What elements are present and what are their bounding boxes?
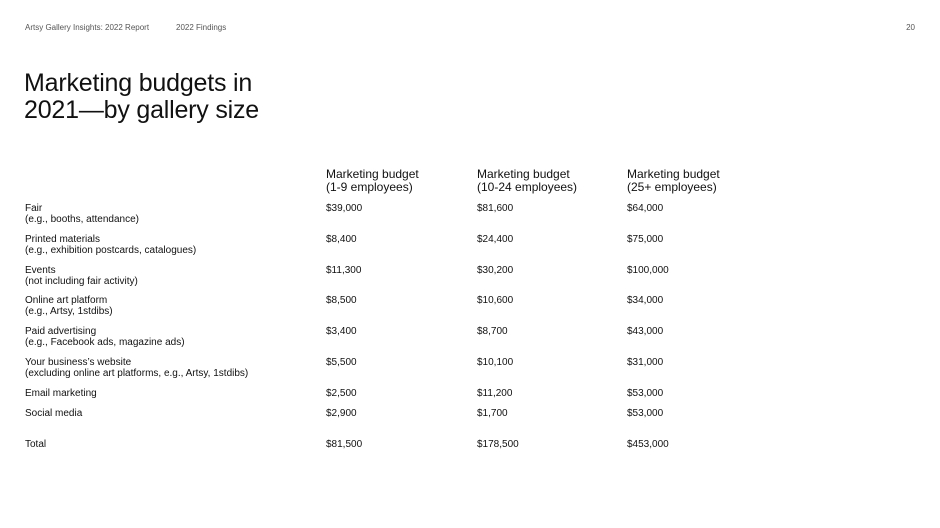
table-cell: $31,000 <box>627 357 664 368</box>
row-label <box>25 204 315 225</box>
column-header-small <box>326 168 471 194</box>
table-cell: $24,400 <box>477 234 514 245</box>
row-label <box>25 235 315 256</box>
table-cell: $8,400 <box>326 234 357 245</box>
table-cell: $10,600 <box>477 295 514 306</box>
table-row-business-website <box>25 358 905 380</box>
row-label <box>25 296 315 317</box>
table-cell: $1,700 <box>477 408 508 419</box>
row-label-sub: (e.g., booths, attendance) <box>25 213 139 225</box>
table-row-social-media <box>25 409 905 431</box>
table-cell: $3,400 <box>326 326 357 337</box>
row-label <box>25 327 315 348</box>
column-header-subtitle: (25+ employees) <box>627 180 717 194</box>
table-cell: $178,500 <box>477 439 519 450</box>
column-header-subtitle: (1-9 employees) <box>326 180 413 194</box>
table-cell: $453,000 <box>627 439 669 450</box>
table-cell: $75,000 <box>627 234 664 245</box>
page-number: 20 <box>906 23 915 32</box>
table-row-email-marketing <box>25 389 905 411</box>
row-label-main: Your business’s website <box>25 357 132 368</box>
table-cell: $11,200 <box>477 388 513 399</box>
row-label-main: Email marketing <box>25 388 97 399</box>
page-title <box>24 70 444 124</box>
page-title-line: 2021—by gallery size <box>24 96 260 124</box>
table-cell: $39,000 <box>326 203 363 214</box>
table-cell: $64,000 <box>627 203 664 214</box>
row-label-main: Events <box>25 265 56 276</box>
table-cell: $8,700 <box>477 326 508 337</box>
row-label-sub: (e.g., Artsy, 1stdibs) <box>25 305 113 317</box>
column-header-title: Marketing budget <box>326 167 419 181</box>
row-label-main: Printed materials <box>25 234 101 245</box>
table-cell: $2,500 <box>326 388 357 399</box>
row-label-main: Total <box>25 439 47 450</box>
table-cell: $53,000 <box>627 388 664 399</box>
table-row-paid-advertising <box>25 327 905 349</box>
column-header-large <box>627 168 772 194</box>
report-name: Artsy Gallery Insights: 2022 Report <box>25 23 150 32</box>
row-label-sub: (not including fair activity) <box>25 275 138 287</box>
column-header-subtitle: (10-24 employees) <box>477 180 578 194</box>
column-header-title: Marketing budget <box>627 167 720 181</box>
row-label <box>25 389 315 400</box>
table-cell: $43,000 <box>627 326 664 337</box>
table-cell: $81,600 <box>477 203 514 214</box>
row-label-sub: (e.g., Facebook ads, magazine ads) <box>25 336 185 348</box>
row-label <box>25 358 315 379</box>
table-cell: $30,200 <box>477 265 514 276</box>
table-cell: $100,000 <box>627 265 669 276</box>
table-row-fair <box>25 204 905 226</box>
table-row-online-art-platform <box>25 296 905 318</box>
row-label <box>25 409 315 420</box>
table-cell: $81,500 <box>326 439 363 450</box>
table-row-events <box>25 266 905 288</box>
column-header-title: Marketing budget <box>477 167 570 181</box>
table-cell: $2,900 <box>326 408 357 419</box>
row-label-sub: (e.g., exhibition postcards, catalogues) <box>25 244 197 256</box>
row-label <box>25 266 315 287</box>
table-row-total <box>25 440 905 462</box>
row-label-main: Paid advertising <box>25 326 97 337</box>
row-label-main: Online art platform <box>25 295 108 306</box>
table-cell: $5,500 <box>326 357 357 368</box>
section-name: 2022 Findings <box>176 23 227 32</box>
page-title-line: Marketing budgets in <box>24 69 253 97</box>
column-header-medium <box>477 168 622 194</box>
table-cell: $34,000 <box>627 295 664 306</box>
table-row-printed-materials <box>25 235 905 257</box>
table-cell: $10,100 <box>477 357 514 368</box>
table-cell: $8,500 <box>326 295 357 306</box>
table-cell: $11,300 <box>326 265 362 276</box>
page-header <box>25 23 915 35</box>
row-label-sub: (excluding online art platforms, e.g., Artsy, 1stdibs) <box>25 367 249 379</box>
row-label <box>25 440 315 451</box>
row-label-main: Fair <box>25 203 43 214</box>
row-label-main: Social media <box>25 408 83 419</box>
table-cell: $53,000 <box>627 408 664 419</box>
